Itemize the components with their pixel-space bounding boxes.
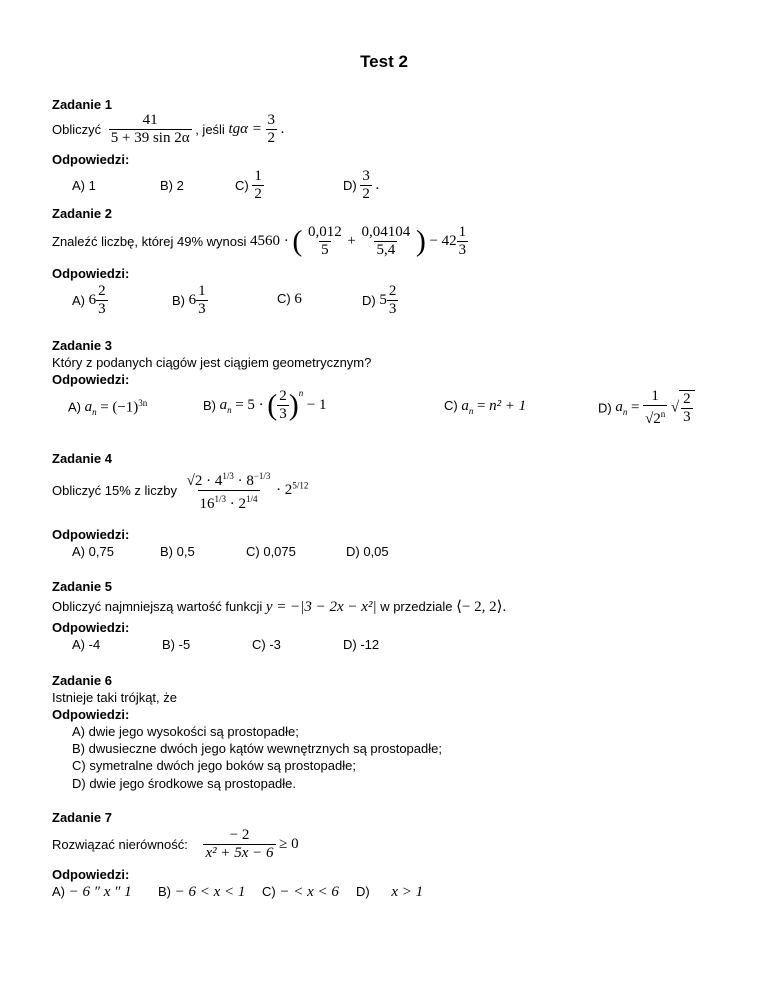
z1-heading: Zadanie 1 [52,97,112,112]
z1-frac-num: 41 [142,112,158,128]
z5-function: y = −|3 − 2x − x²| [265,599,377,615]
page-title: Test 2 [360,52,408,71]
z1-answers-label: Odpowiedzi: [52,152,130,167]
z4-prompt: Obliczyć 15% z liczby [52,483,177,498]
z5-interval: ⟨− 2, 2⟩. [456,599,507,615]
z7-heading: Zadanie 7 [52,810,112,825]
z7-answers-label: Odpowiedzi: [52,867,130,882]
z2-prompt: Znaleźć liczbę, której 49% wynosi [52,234,247,249]
z2-answers-label: Odpowiedzi: [52,266,130,281]
z7-answer-b: B) − 6 < x < 1 [158,884,246,900]
z5-interval-text: w przedziale [380,599,453,614]
z5-heading: Zadanie 5 [52,579,112,594]
z3-answer-b: B) $a_n = 5$ · ( $\frac{2}{3}$ )$^n$ − 1 [203,388,327,422]
z3-answers-label: Odpowiedzi: [52,372,130,387]
z1-frac-den: 5 + 39 sin 2α [110,130,190,146]
z2-answer-a: A) 6 $\frac{2}{3}$ [72,283,106,317]
z3-answer-d: D) $a_n$ = $\frac{1}{√2^n}$ √ $\frac{2}{3}$ [598,388,695,428]
z6-answer-b: B) dwusieczne dwóch jego kątów wewnętrznych są prostopadłe; [72,741,442,756]
z4-prompt-line: Obliczyć 15% z liczby $\frac{√2 \cdot 4^{1/3} \cdot 8^{-1/3}}{16^{1/3} \cdot 2^{1/4}}$ · $2^{5/12}$ [52,468,308,513]
z3-answer-a: A) $a_n = (-1)^{3n}$ [68,398,148,418]
z2-answer-c: C) 6 [277,291,302,307]
z3-answer-c: C) $a_n = n^2 + 1$ [444,398,527,416]
z5-answer-b: B) -5 [162,637,191,652]
z7-answer-d: D) x > 1 [356,884,424,900]
z1-prompt: Obliczyć [52,122,102,137]
z3-prompt: Który z podanych ciągów jest ciągiem geometrycznym? [52,355,372,370]
z1-answer-a: A) 1 [72,178,96,193]
z4-answers-label: Odpowiedzi: [52,527,130,542]
z2-coef: 4560 · [249,233,289,249]
z1-cond-num: 3 [267,112,275,128]
z1-cond-fraction [266,112,278,147]
z6-answer-a: A) dwie jego wysokości są prostopadłe; [72,724,299,739]
z2-prompt-line: Znaleźć liczbę, której 49% wynosi 4560 · ( $\frac{0,012}{5}$ + $\frac{0,04104}{5,4}$ ) − 42 $\frac{1}{3}$ [52,224,467,258]
z4-answer-b: B) 0,5 [160,544,195,559]
z6-answers-label: Odpowiedzi: [52,707,130,722]
z4-answer-a: A) 0,75 [72,544,114,559]
z5-answer-c: C) -3 [252,637,281,652]
z6-answer-d: D) dwie jego środkowe są prostopadłe. [72,776,297,791]
z1-prompt-line: Obliczyć $\frac{41}{5 + 39 \sin 2\alpha}$ , jeśli tgα = $\frac{3}{2}$ . [52,112,285,146]
z5-answer-a: A) -4 [72,637,101,652]
z7-fraction: $\frac{- 2}{\text{x² + 5x − 6}}$ [205,827,274,861]
z6-prompt: Istnieje taki trójkąt, że [52,690,177,705]
z1-answer-b: B) 2 [160,178,184,193]
z2-mixed-frac: $\frac{1}{3}$ [458,224,467,258]
z6-answer-c: C) symetralne dwóch jego boków są prostopadłe; [72,758,356,773]
z2-answer-d: D) 5 $\frac{2}{3}$ [362,283,397,317]
z1-cond-lhs: tgα = [228,121,262,137]
z1-fraction [109,112,192,147]
z7-prompt-line: Rozwiązać nierówność: $\frac{- 2}{\text{x² + 5x − 6}}$ ≥ 0 [52,827,299,861]
z5-prompt: Obliczyć najmniejszą wartość funkcji [52,599,263,614]
z5-prompt-line [52,597,506,616]
z4-answer-c: C) 0,075 [246,544,296,559]
z1-answer-c: C) $\frac{1}{2}$ [235,168,262,202]
z7-answer-c: C) − < x < 6 [262,884,339,900]
z2-frac2: $\frac{0,04104}{5,4}$ [361,224,411,258]
z1-cond-den: 2 [267,130,275,146]
z5-answers-label: Odpowiedzi: [52,620,130,635]
z1-answer-d: D) $\frac{3}{2}$ . [343,168,380,202]
z2-frac1: $\frac{0,012}{5}$ [307,224,342,258]
z2-answer-b: B) 6 $\frac{1}{3}$ [172,283,206,317]
z1-cond-text: , jeśli [195,122,225,137]
z5-answer-d: D) -12 [343,637,380,652]
z4-heading: Zadanie 4 [52,451,112,466]
z6-heading: Zadanie 6 [52,673,112,688]
z4-answer-d: D) 0,05 [346,544,389,559]
z3-heading: Zadanie 3 [52,338,112,353]
z4-fraction: $\frac{√2 \cdot 4^{1/3} \cdot 8^{-1/3}}{16^{1/3} \cdot 2^{1/4}}$ [186,471,271,512]
z7-answer-a: A) − 6 ″ x ″ 1 [52,884,132,900]
z7-prompt: Rozwiązać nierówność: [52,837,188,852]
z2-heading: Zadanie 2 [52,206,112,221]
